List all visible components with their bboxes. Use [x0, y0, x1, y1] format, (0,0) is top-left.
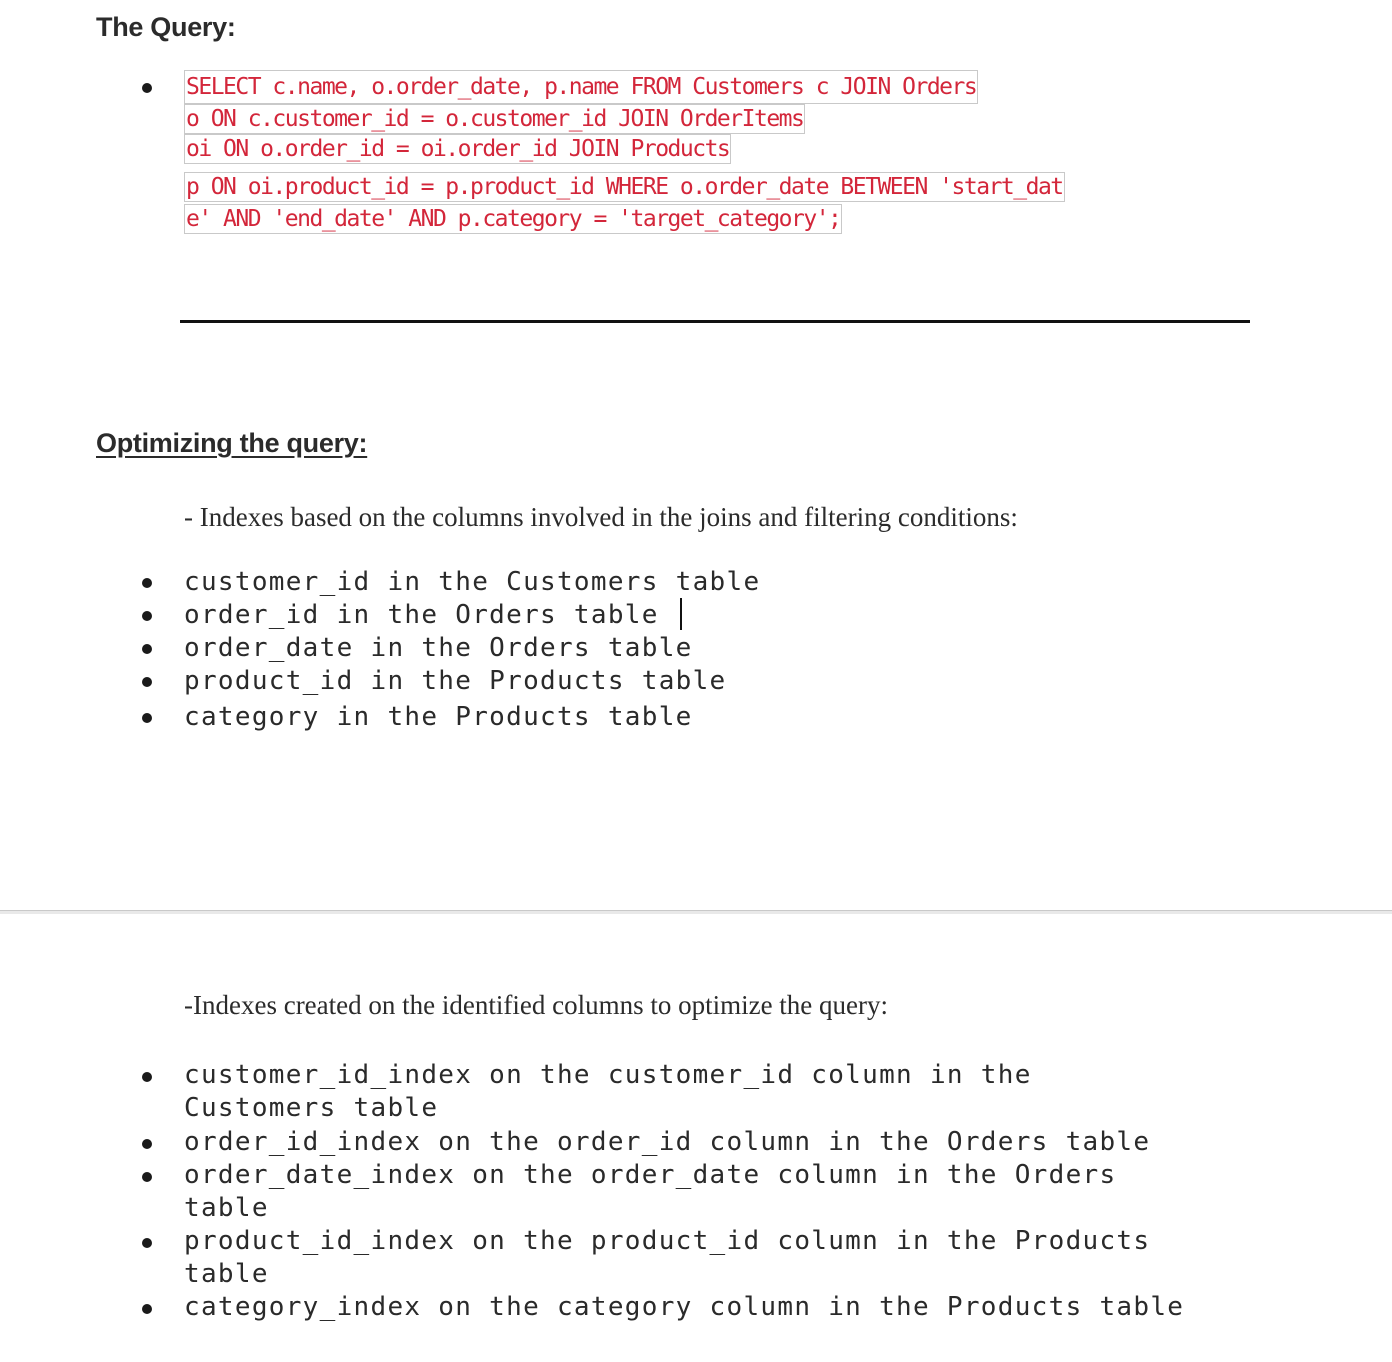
- list-item: order_id in the Orders table: [184, 600, 659, 630]
- index-columns-list[interactable]: [184, 566, 760, 734]
- sql-line: p ON oi.product_id = p.product_id WHERE o.order_date BETWEEN 'start_dat: [186, 174, 1063, 200]
- list-item: category_index on the category column in the Products table: [184, 1292, 1185, 1322]
- list-bullet: [142, 677, 152, 687]
- list-bullet: [142, 1139, 152, 1149]
- list-item: order_date in the Orders table: [184, 633, 693, 663]
- sql-query-block[interactable]: [184, 70, 1065, 234]
- indexes-intro-text[interactable]: - Indexes based on the columns involved in the joins and filtering conditions:: [184, 502, 1018, 532]
- list-bullet: [142, 1304, 152, 1314]
- list-item: order_id_index on the order_id column in the Orders table: [184, 1127, 1151, 1157]
- list-bullet: [142, 1238, 152, 1248]
- sql-line: oi ON o.order_id = oi.order_id JOIN Products: [186, 136, 730, 162]
- list-bullet: [142, 578, 152, 588]
- list-bullet: [142, 713, 152, 723]
- list-item: customer_id in the Customers table: [184, 567, 761, 597]
- sql-line: o ON c.customer_id = o.customer_id JOIN OrderItems: [186, 106, 804, 132]
- list-item-continuation: table: [184, 1193, 269, 1223]
- sql-line: SELECT c.name, o.order_date, p.name FROM Customers c JOIN Orders: [184, 70, 978, 104]
- optimizing-heading: Optimizing the query:: [96, 428, 368, 458]
- sql-line: e' AND 'end_date' AND p.category = 'target_category';: [186, 206, 841, 232]
- horizontal-rule: [180, 320, 1250, 323]
- list-bullet: [142, 611, 152, 621]
- list-bullet: [142, 1172, 152, 1182]
- list-item: customer_id_index on the customer_id column in the: [184, 1060, 1032, 1090]
- created-indexes-intro-text[interactable]: -Indexes created on the identified columns to optimize the query:: [184, 990, 889, 1020]
- list-item: category in the Products table: [184, 702, 693, 732]
- sql-bullet: [142, 83, 152, 93]
- list-bullet: [142, 1072, 152, 1082]
- list-item: product_id in the Products table: [184, 666, 727, 696]
- created-indexes-list[interactable]: [184, 1059, 1184, 1324]
- text-cursor: [680, 598, 682, 630]
- list-item: product_id_index on the product_id column in the Products: [184, 1226, 1151, 1256]
- list-item-continuation: Customers table: [184, 1093, 439, 1123]
- list-bullet: [142, 644, 152, 654]
- list-item: order_date_index on the order_date column in the Orders: [184, 1160, 1117, 1190]
- query-heading: The Query:: [96, 12, 236, 42]
- list-item-continuation: table: [184, 1259, 269, 1289]
